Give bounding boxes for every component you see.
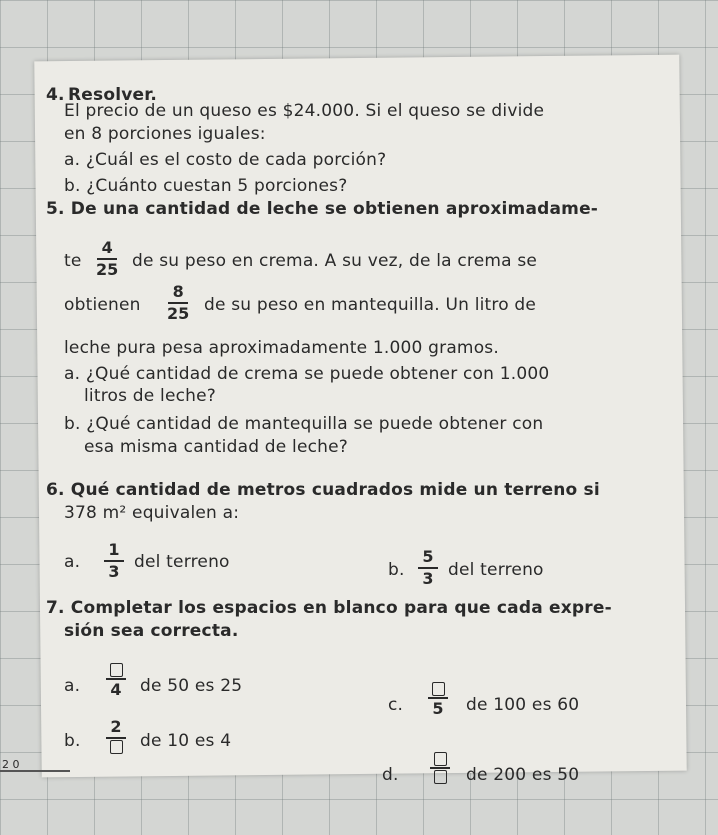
blank-box	[110, 740, 123, 754]
q5-b-line1: b. ¿Qué cantidad de mantequilla se puede obtener con	[64, 414, 544, 434]
page-number-fragment: 2 0	[2, 758, 20, 771]
q6-line1: 6. Qué cantidad de metros cuadrados mide un terreno si	[46, 480, 600, 500]
q5-line2-post: de su peso en crema. A su vez, de la crema se	[132, 251, 538, 271]
q5-line3-pre: obtienen	[64, 295, 141, 315]
q6-line2: 378 m² equivalen a:	[64, 503, 240, 523]
q7-d-label: d.	[382, 765, 399, 785]
q7-a-label: a.	[64, 676, 81, 696]
q4-line1: El precio de un queso es $24.000. Si el queso se divide	[64, 101, 545, 121]
q5-a-line1: a. ¿Qué cantidad de crema se puede obtener con 1.000	[64, 364, 550, 384]
q4-line2: en 8 porciones iguales:	[64, 124, 266, 144]
q5-b-line2: esa misma cantidad de leche?	[84, 437, 349, 457]
fraction-denominator: 3	[422, 569, 434, 588]
q5-fraction-crema	[96, 239, 118, 279]
q5-line3-post: de su peso en mantequilla. Un litro de	[204, 295, 537, 315]
q4-number: 4.	[46, 85, 65, 105]
q5-line1: 5. De una cantidad de leche se obtienen aproximadame-	[46, 199, 599, 219]
q7-d-fraction	[430, 752, 450, 784]
q7-c-text: de 100 es 60	[466, 695, 580, 715]
blank-box	[110, 663, 123, 677]
fraction-bar	[430, 767, 450, 769]
fraction-denominator: 4	[110, 680, 122, 699]
q5-a-line2: litros de leche?	[84, 386, 217, 406]
q6-b-fraction	[418, 548, 438, 588]
fraction-denominator: 3	[108, 562, 120, 581]
fraction-numerator: 4	[101, 238, 113, 257]
q4-a: a. ¿Cuál es el costo de cada porción?	[64, 150, 387, 170]
q5-line4: leche pura pesa aproximadamente 1.000 gramos.	[64, 338, 499, 358]
q7-c-label: c.	[388, 695, 404, 715]
q7-a-fraction	[106, 663, 126, 699]
q5-fraction-mantequilla	[167, 283, 189, 323]
fraction-denominator: 25	[96, 260, 119, 279]
q6-a-text: del terreno	[134, 552, 230, 572]
q7-b-text: de 10 es 4	[140, 731, 232, 751]
blank-box	[432, 682, 445, 696]
fraction-denominator: 5	[432, 699, 444, 718]
q7-b-fraction	[106, 718, 126, 754]
fraction-numerator: 5	[422, 547, 434, 566]
fraction-numerator: 1	[108, 540, 120, 559]
q7-d-text: de 200 es 50	[466, 765, 580, 785]
q6-a-label: a.	[64, 552, 81, 572]
q6-b-label: b.	[388, 560, 405, 580]
q4-b: b. ¿Cuánto cuestan 5 porciones?	[64, 176, 348, 196]
q7-b-label: b.	[64, 731, 81, 751]
q4-title: Resolver.	[68, 85, 158, 105]
q7-line1: 7. Completar los espacios en blanco para que cada expre-	[46, 598, 612, 618]
fraction-numerator: 2	[110, 717, 122, 736]
blank-box	[434, 752, 447, 766]
q7-a-text: de 50 es 25	[140, 676, 243, 696]
fraction-numerator: 8	[172, 282, 184, 301]
q7-line2: sión sea correcta.	[64, 621, 239, 641]
blank-box	[434, 770, 447, 784]
q6-b-text: del terreno	[448, 560, 544, 580]
q7-c-fraction	[428, 682, 448, 718]
q5-line2-pre: te	[64, 251, 82, 271]
fraction-denominator: 25	[167, 304, 190, 323]
q6-a-fraction	[104, 541, 124, 581]
fraction-bar	[106, 737, 126, 739]
